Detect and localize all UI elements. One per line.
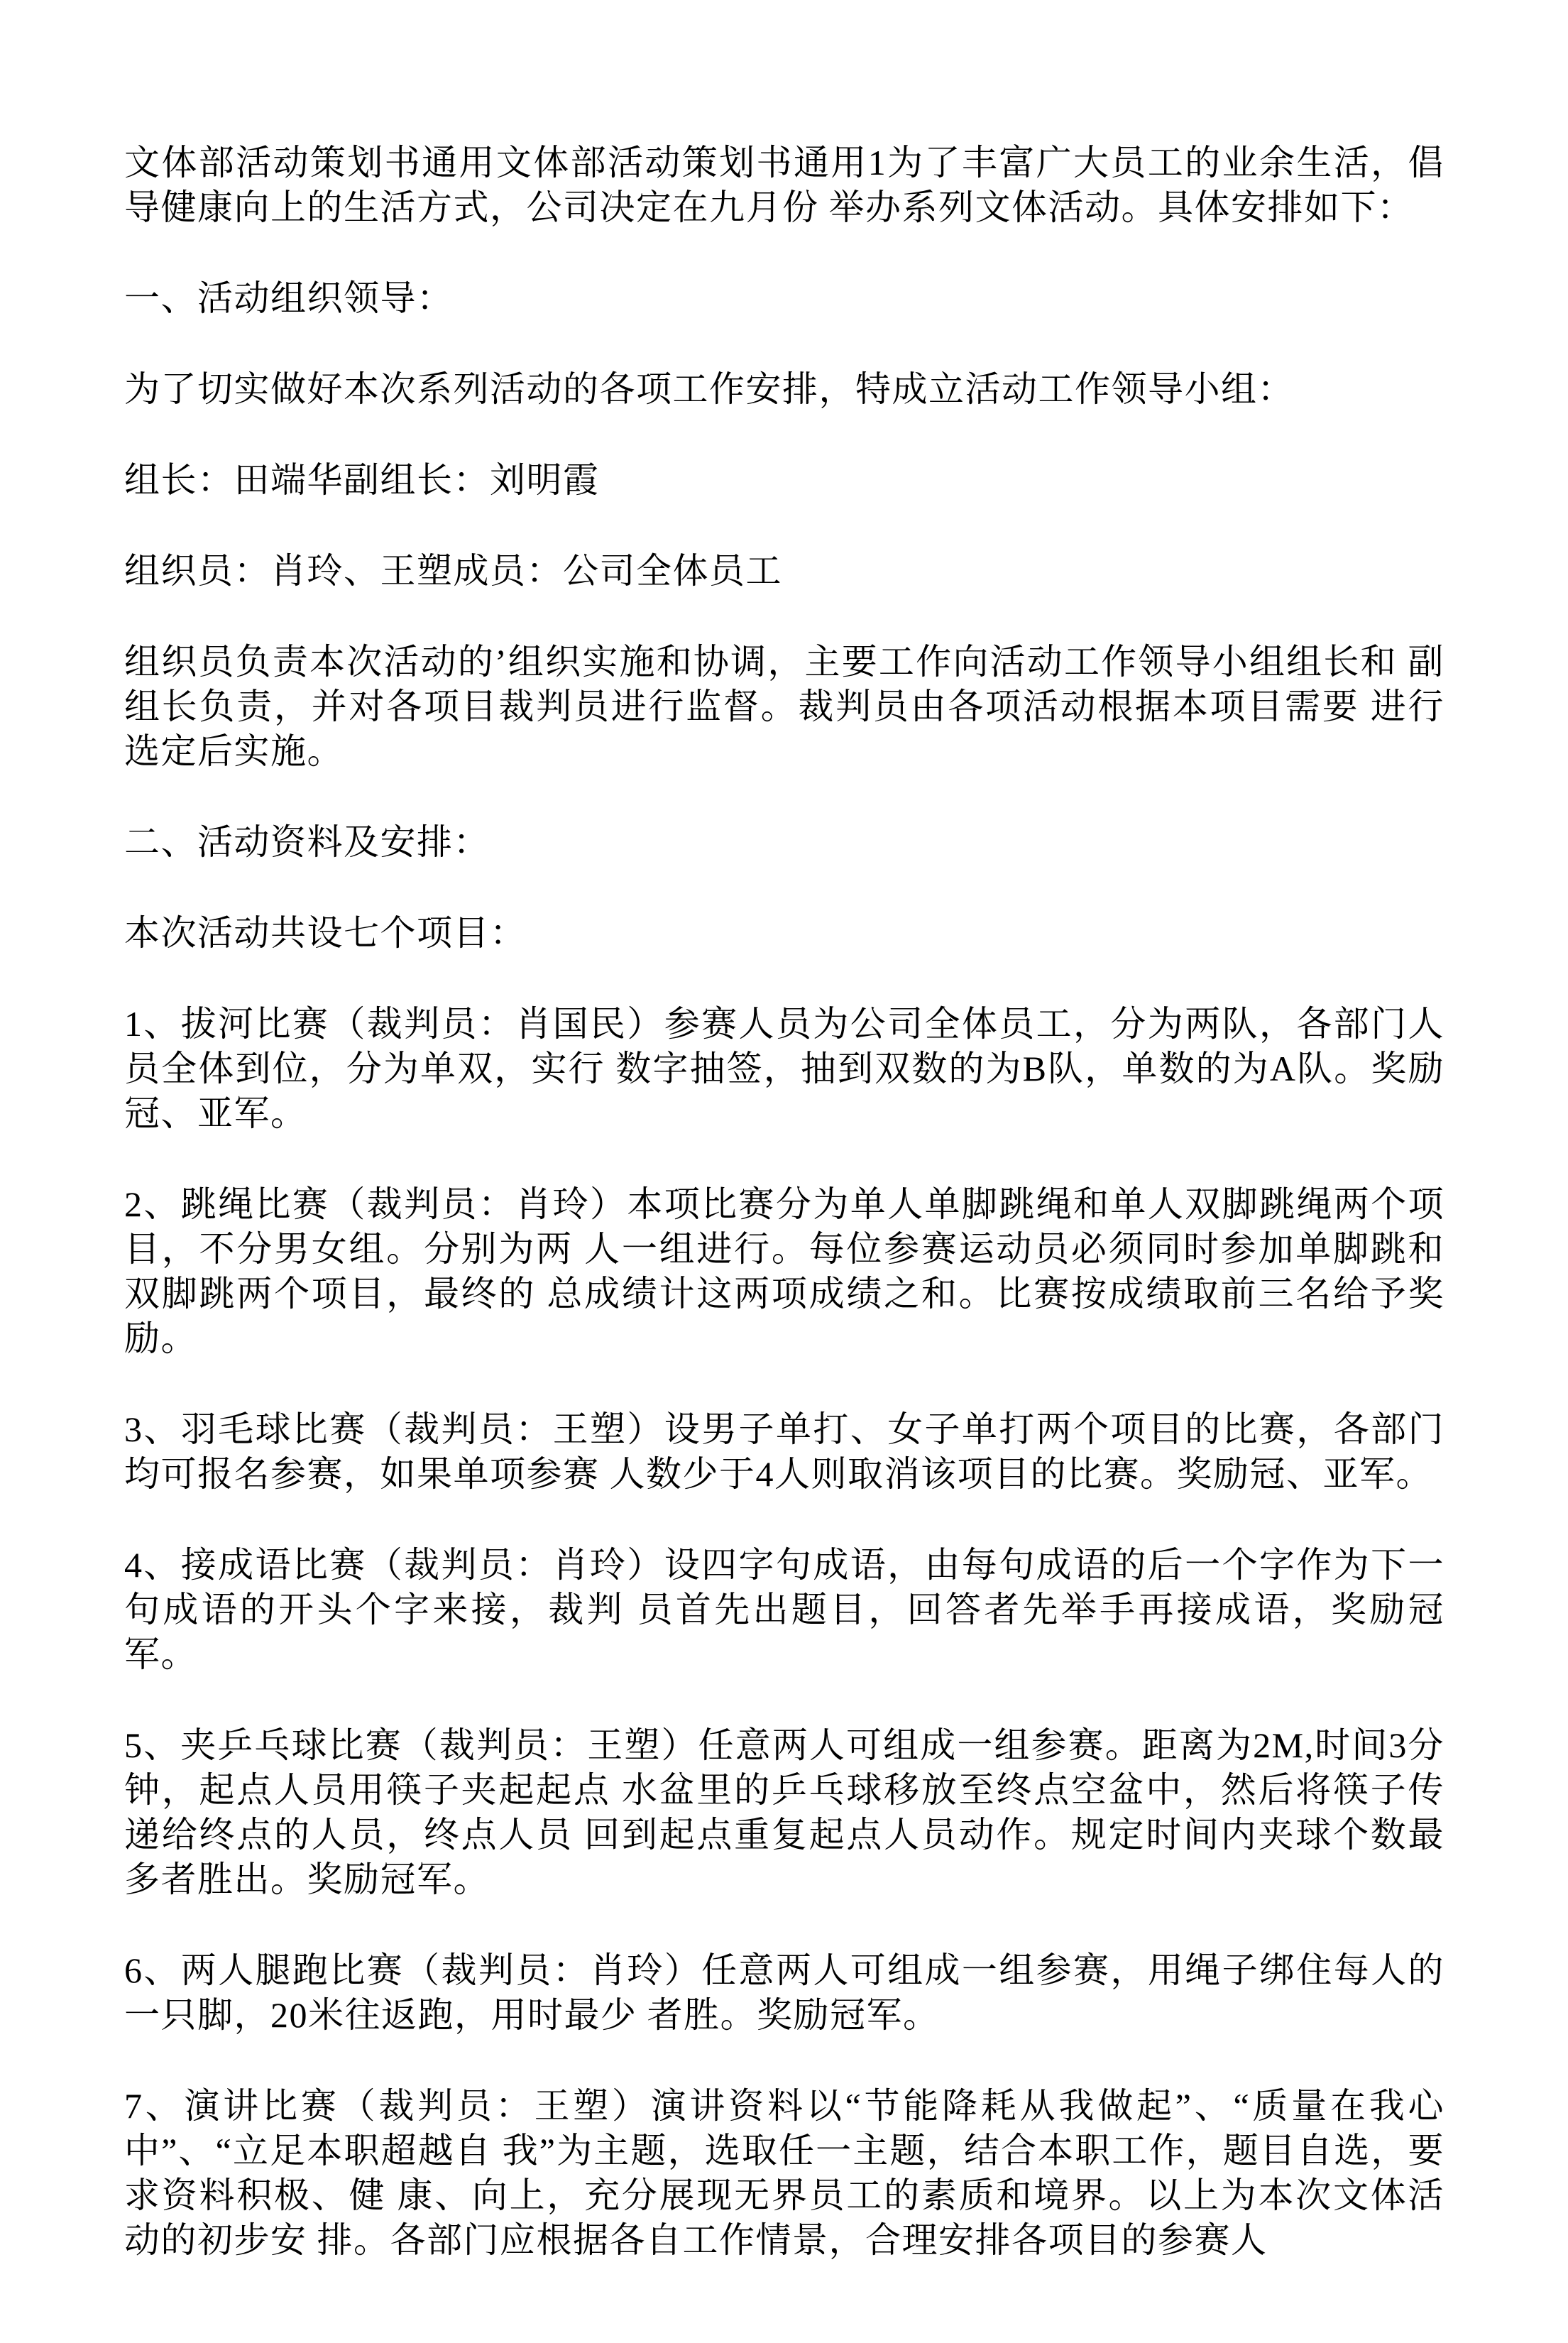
item-1-tug-of-war: 1、拔河比赛（裁判员：肖国民）参赛人员为公司全体员工，分为两队，各部门人员全体到位，分为单双，实行 数字抽签，抽到双数的为B队，单数的为A队。奖励冠、亚军。 <box>124 1004 1444 1133</box>
item-5-pingpong-clamp: 5、夹乒乓球比赛（裁判员：王塑）任意两人可组成一组参赛。距离为2M,时间3分钟，起点人员用筷子夹起起点 水盆里的乒乓球移放至终点空盆中，然后将筷子传递给终点的人员，终点人员 回到起点重复起点人员动作。规定时间内夹球个数最多者胜出。奖励冠军。 <box>124 1725 1444 1899</box>
item-3-badminton: 3、羽毛球比赛（裁判员：王塑）设男子单打、女子单打两个项目的比赛，各部门均可报名参赛，如果单项参赛 人数少于4人则取消该项目的比赛。奖励冠、亚军。 <box>124 1409 1444 1494</box>
item-4-idiom-relay: 4、接成语比赛（裁判员：肖玲）设四字句成语，由每句成语的后一个字作为下一句成语的开头个字来接，裁判 员首先出题目，回答者先举手再接成语，奖励冠军。 <box>124 1545 1444 1674</box>
item-6-leg-race: 6、两人腿跑比赛（裁判员：肖玲）任意两人可组成一组参赛，用绳子绑住每人的一只脚，20米往返跑，用时最少 者胜。奖励冠军。 <box>124 1950 1444 2035</box>
organizers-line: 组织员：肖玲、王塑成员：公司全体员工 <box>124 551 782 591</box>
projects-intro-line: 本次活动共设七个项目： <box>124 913 527 953</box>
section-2-heading: 二、活动资料及安排： <box>124 822 490 862</box>
item-2-rope-skipping: 2、跳绳比赛（裁判员：肖玲）本项比赛分为单人单脚跳绳和单人双脚跳绳两个项目，不分男女组。分别为两 人一组进行。每位参赛运动员必须同时参加单脚跳和双脚跳两个项目，最终的 总成绩计这两项成绩之和。比赛按成绩取前三名给予奖励。 <box>124 1184 1444 1358</box>
item-7-speech-contest: 7、演讲比赛（裁判员：王塑）演讲资料以“节能降耗从我做起”、“质量在我心中”、“立足本职超越自 我”为主题，选取任一主题，结合本职工作，题目自选，要求资料积极、健 康、向上，充分展现无界员工的素质和境界。以上为本次文体活动的初步安 排。各部门应根据各自工作情景，合理安排各项目的参赛人 <box>124 2086 1444 2260</box>
section-1-heading: 一、活动组织领导： <box>124 278 454 318</box>
leaders-line: 组长：田端华副组长：刘明霞 <box>124 460 600 500</box>
organizer-duties-paragraph: 组织员负责本次活动的’组织实施和协调，主要工作向活动工作领导小组组长和 副组长负责，并对各项目裁判员进行监督。裁判员由各项活动根据本项目需要 进行选定后实施。 <box>124 642 1444 771</box>
intro-paragraph: 文体部活动策划书通用文体部活动策划书通用1为了丰富广大员工的业余生活，倡导健康向上的生活方式，公司决定在九月份 举办系列文体活动。具体安排如下： <box>124 143 1444 227</box>
leadership-purpose-paragraph: 为了切实做好本次系列活动的各项工作安排，特成立活动工作领导小组： <box>124 369 1294 409</box>
